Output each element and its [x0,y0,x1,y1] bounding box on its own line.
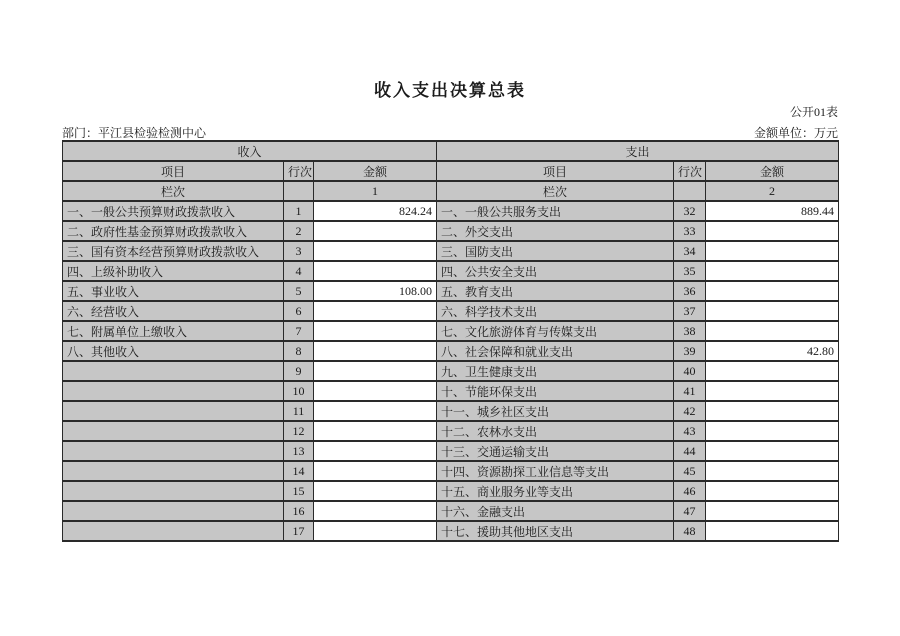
income-line-cell: 9 [284,361,314,381]
expense-amount-cell: 42.80 [706,341,839,361]
income-item-cell: 三、国有资本经营预算财政拨款收入 [63,241,284,261]
income-item-cell: 一、一般公共预算财政拨款收入 [63,201,284,221]
income-line-cell: 7 [284,321,314,341]
expense-item-cell: 六、科学技术支出 [437,301,674,321]
expense-amount-cell: 889.44 [706,201,839,221]
expense-line-cell: 39 [674,341,706,361]
expense-amount-cell [706,261,839,281]
expense-item-cell: 五、教育支出 [437,281,674,301]
income-amount-cell [314,461,437,481]
expense-index-number: 2 [706,181,839,201]
income-amount-cell [314,501,437,521]
income-amount-cell [314,301,437,321]
expense-index-label: 栏次 [437,181,674,201]
column-index-row [63,181,839,201]
table-row [63,461,839,481]
income-line-cell: 17 [284,521,314,541]
income-amount-cell [314,521,437,541]
table-row [63,501,839,521]
expense-section-header: 支出 [437,141,839,161]
expense-item-cell: 四、公共安全支出 [437,261,674,281]
expense-item-cell: 十二、农林水支出 [437,421,674,441]
page-title: 收入支出决算总表 [374,81,526,100]
expense-item-cell: 三、国防支出 [437,241,674,261]
meta-line [62,124,838,141]
expense-line-cell: 40 [674,361,706,381]
income-line-cell: 2 [284,221,314,241]
table-row [63,421,839,441]
income-amount-cell [314,441,437,461]
income-line-cell: 1 [284,201,314,221]
income-item-cell [63,421,284,441]
income-line-cell: 15 [284,481,314,501]
table-row [63,361,839,381]
income-item-cell: 二、政府性基金预算财政拨款收入 [63,221,284,241]
income-line-cell: 12 [284,421,314,441]
income-line-cell: 3 [284,241,314,261]
table-row [63,241,839,261]
income-line-cell: 5 [284,281,314,301]
income-amount-cell [314,421,437,441]
table-row [63,381,839,401]
expense-amount-cell [706,461,839,481]
expense-amount-cell [706,281,839,301]
department-label: 部门：平江县检验检测中心 [62,126,207,140]
expense-amount-cell [706,401,839,421]
income-line-cell: 6 [284,301,314,321]
form-code-label: 公开01表 [789,105,838,119]
table-row [63,521,839,541]
expense-amount-cell [706,481,839,501]
income-amount-cell: 108.00 [314,281,437,301]
table-row [63,441,839,461]
expense-line-cell: 45 [674,461,706,481]
expense-item-cell: 八、社会保障和就业支出 [437,341,674,361]
income-amount-cell [314,261,437,281]
income-item-cell [63,461,284,481]
income-amount-cell: 824.24 [314,201,437,221]
income-item-cell [63,441,284,461]
income-amount-cell [314,481,437,501]
income-index-label: 栏次 [63,181,284,201]
expense-item-header: 项目 [437,161,674,181]
income-amount-cell [314,361,437,381]
amount-unit-label: 金额单位：万元 [753,126,838,140]
expense-line-cell: 44 [674,441,706,461]
expense-item-cell: 七、文化旅游体育与传媒支出 [437,321,674,341]
income-line-cell: 8 [284,341,314,361]
income-item-cell [63,501,284,521]
table-row [63,301,839,321]
income-line-cell: 16 [284,501,314,521]
income-section-header: 收入 [63,141,437,161]
expense-item-cell: 十三、交通运输支出 [437,441,674,461]
expense-line-cell: 43 [674,421,706,441]
income-line-cell: 10 [284,381,314,401]
income-amount-cell [314,241,437,261]
table-row [63,221,839,241]
expense-amount-cell [706,381,839,401]
expense-line-cell: 37 [674,301,706,321]
expense-line-cell: 32 [674,201,706,221]
income-item-cell: 七、附属单位上缴收入 [63,321,284,341]
expense-line-cell: 47 [674,501,706,521]
income-line-cell: 11 [284,401,314,421]
section-header-row [63,141,839,161]
expense-amount-cell [706,361,839,381]
income-item-cell [63,481,284,501]
expense-item-cell: 二、外交支出 [437,221,674,241]
expense-item-cell: 十五、商业服务业等支出 [437,481,674,501]
expense-line-cell: 42 [674,401,706,421]
table-row [63,481,839,501]
expense-line-cell: 35 [674,261,706,281]
income-line-header: 行次 [284,161,314,181]
table-row [63,341,839,361]
table-row [63,321,839,341]
expense-line-cell: 46 [674,481,706,501]
expense-line-cell: 36 [674,281,706,301]
expense-item-cell: 十七、援助其他地区支出 [437,521,674,541]
expense-index-line-cell [674,181,706,201]
expense-amount-cell [706,221,839,241]
expense-item-cell: 十六、金融支出 [437,501,674,521]
expense-item-cell: 九、卫生健康支出 [437,361,674,381]
income-item-cell: 八、其他收入 [63,341,284,361]
income-line-cell: 13 [284,441,314,461]
expense-amount-cell [706,441,839,461]
table-row [63,201,839,221]
expense-line-cell: 41 [674,381,706,401]
income-item-cell: 六、经营收入 [63,301,284,321]
expense-item-cell: 十四、资源勘探工业信息等支出 [437,461,674,481]
expense-amount-cell [706,501,839,521]
income-line-cell: 14 [284,461,314,481]
income-item-cell [63,521,284,541]
income-amount-cell [314,381,437,401]
income-amount-cell [314,221,437,241]
budget-summary-table [62,140,839,542]
income-item-cell [63,381,284,401]
expense-line-cell: 38 [674,321,706,341]
expense-amount-cell [706,321,839,341]
table-row [63,281,839,301]
income-item-cell [63,361,284,381]
expense-amount-cell [706,521,839,541]
expense-amount-cell [706,421,839,441]
income-amount-cell [314,321,437,341]
income-item-cell: 五、事业收入 [63,281,284,301]
income-index-line-cell [284,181,314,201]
income-amount-header: 金额 [314,161,437,181]
expense-line-cell: 34 [674,241,706,261]
table-row [63,261,839,281]
expense-amount-cell [706,301,839,321]
expense-amount-header: 金额 [706,161,839,181]
income-index-number: 1 [314,181,437,201]
income-line-cell: 4 [284,261,314,281]
expense-item-cell: 十一、城乡社区支出 [437,401,674,421]
expense-item-cell: 一、一般公共服务支出 [437,201,674,221]
expense-line-cell: 48 [674,521,706,541]
table-body [63,201,839,541]
expense-amount-cell [706,241,839,261]
column-header-row [63,161,839,181]
income-item-header: 项目 [63,161,284,181]
expense-line-cell: 33 [674,221,706,241]
income-amount-cell [314,341,437,361]
income-item-cell [63,401,284,421]
income-item-cell: 四、上级补助收入 [63,261,284,281]
table-row [63,401,839,421]
expense-item-cell: 十、节能环保支出 [437,381,674,401]
income-amount-cell [314,401,437,421]
expense-line-header: 行次 [674,161,706,181]
